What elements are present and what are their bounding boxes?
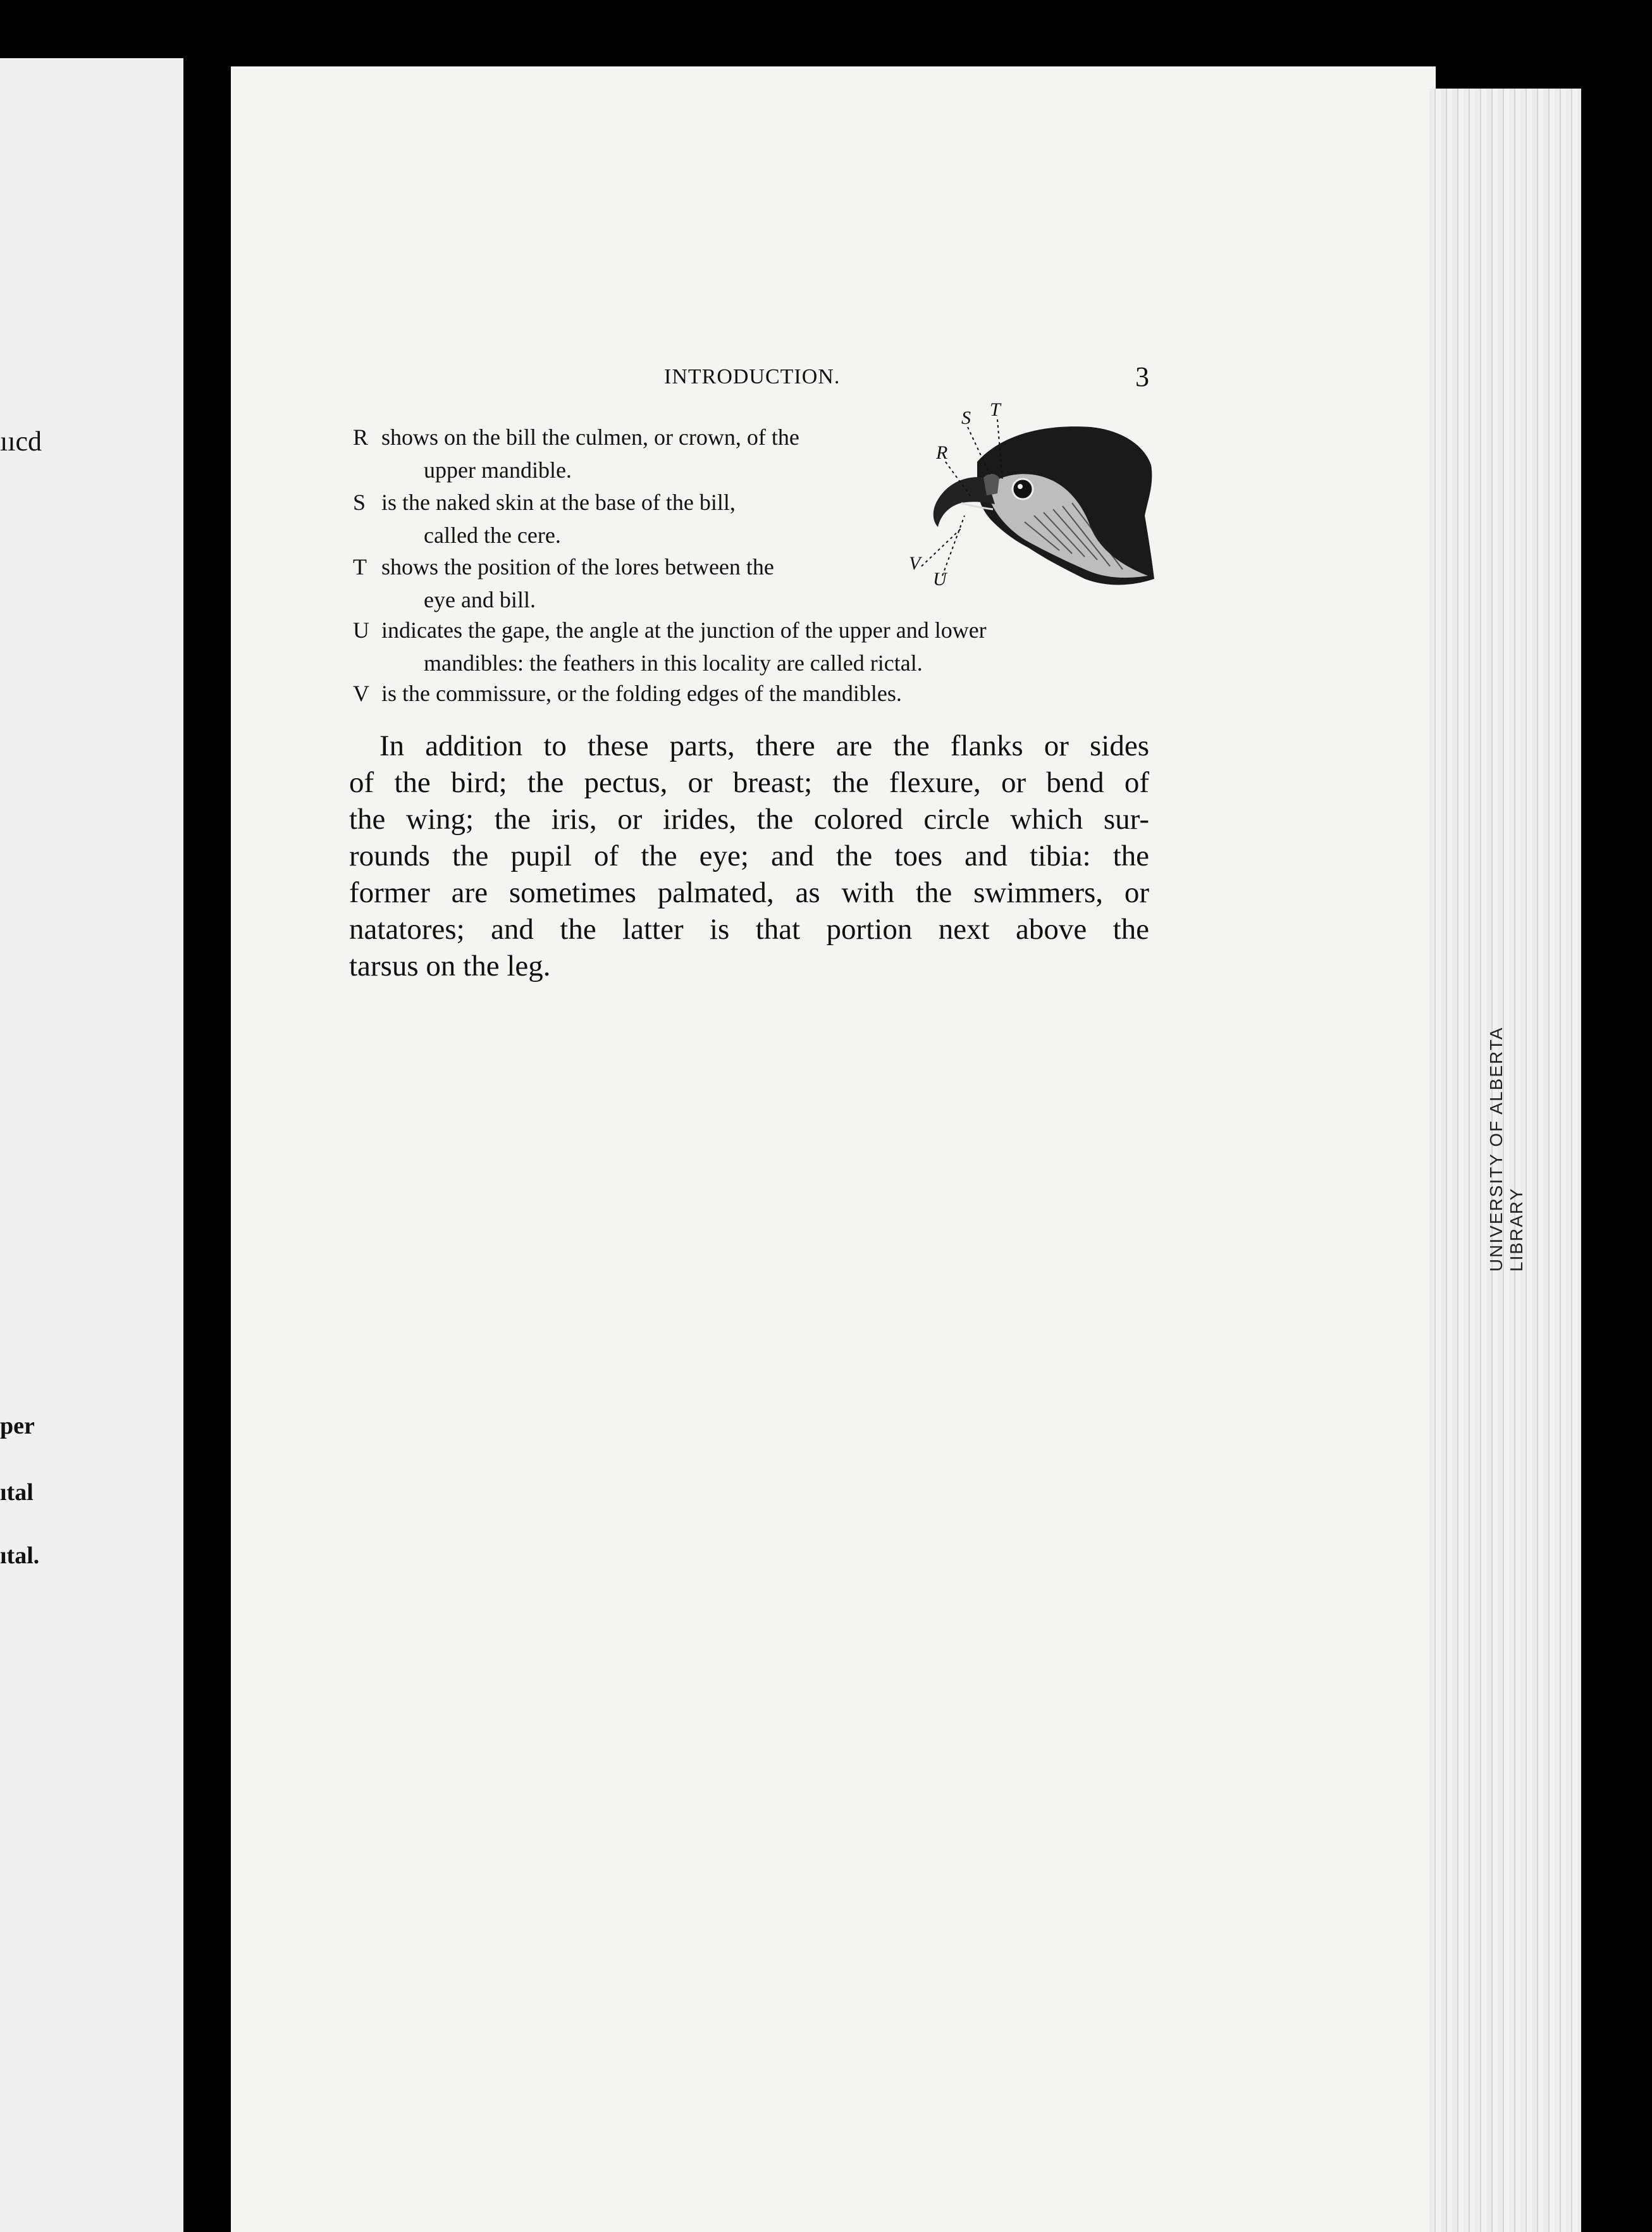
figure-label: S (961, 407, 971, 428)
definition-t (353, 550, 774, 616)
left-fragment: ıtal. (0, 1542, 40, 1569)
definition-text: shows on the bill the culmen, or crown, of the (381, 425, 799, 450)
definition-r (353, 421, 799, 487)
paragraph-line: natatores; and the latter is that portion next above the (349, 913, 1149, 946)
definition-text: eye and bill. (424, 587, 536, 612)
paragraph-line: the wing; the iris, or irides, the colored circle which sur- (349, 803, 1149, 836)
left-fragment: per (0, 1413, 35, 1439)
body-paragraph (349, 728, 1149, 984)
definition-text: indicates the gape, the angle at the junction of the upper and lower (381, 617, 987, 643)
figure-label: T (990, 399, 1001, 420)
paragraph-line: of the bird; the pectus, or breast; the flexure, or bend of (349, 766, 1149, 799)
bird-head-illustration (882, 389, 1161, 611)
definition-letter: V (353, 681, 369, 706)
definition-u (353, 614, 987, 679)
paragraph-line: former are sometimes palmated, as with the swimmers, or (349, 876, 1149, 909)
definition-text: shows the position of the lores between the (381, 554, 774, 580)
figure-label: V (909, 553, 921, 574)
definition-text: called the cere. (424, 523, 561, 548)
definition-letter: T (353, 554, 367, 580)
running-head: INTRODUCTION. (664, 365, 841, 388)
definition-letter: R (353, 425, 369, 450)
definition-letter: U (353, 617, 369, 643)
definition-v (353, 677, 902, 710)
figure-label: R (936, 442, 948, 463)
definition-text: mandibles: the feathers in this locality are called rictal. (424, 650, 923, 676)
figure-label: U (933, 569, 947, 590)
left-page (0, 58, 183, 2232)
definition-text: is the commissure, or the folding edges of the mandibles. (381, 681, 902, 706)
definition-letter: S (353, 490, 366, 515)
page (231, 66, 1436, 2232)
left-fragment: ıtal (0, 1479, 34, 1506)
definition-text: upper mandible. (424, 457, 572, 483)
definition-s (353, 486, 736, 552)
page-number: 3 (1135, 361, 1149, 392)
paragraph-line: In addition to these parts, there are the flanks or sides (379, 729, 1149, 762)
library-stamp: UNIVERSITY OF ALBERTA LIBRARY (1486, 1027, 1526, 1272)
left-fragment: ııcd (0, 426, 42, 457)
book-gutter (183, 70, 234, 2232)
definition-text: is the naked skin at the base of the bill, (381, 490, 736, 515)
paragraph-line: tarsus on the leg. (349, 950, 551, 983)
paragraph-line: rounds the pupil of the eye; and the toes and tibia: the (349, 840, 1149, 872)
